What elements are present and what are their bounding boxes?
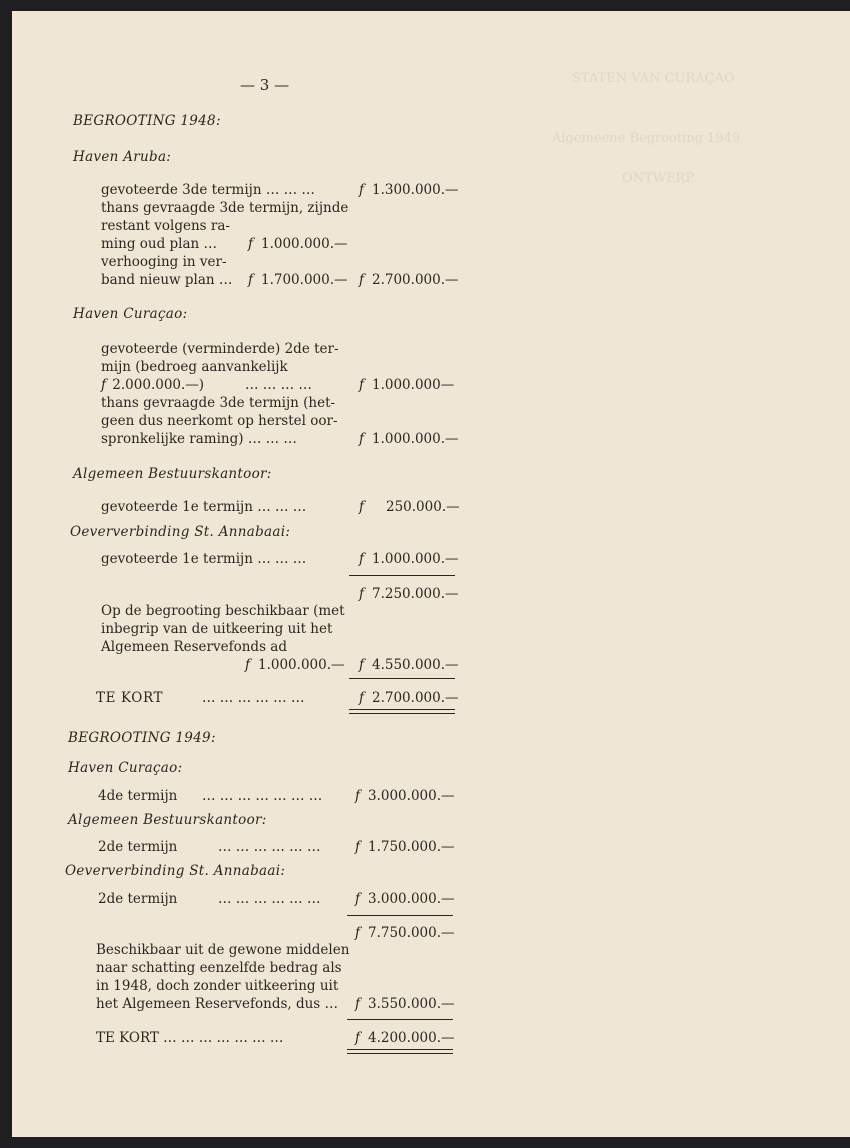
amount-value: 1.000.000.— bbox=[372, 551, 459, 567]
b1949-curacao-amount bbox=[355, 788, 455, 805]
b1949-oever-dots: … … … … … … bbox=[218, 891, 321, 907]
curacao-line-1: gevoteerde (verminderde) 2de ter- bbox=[101, 341, 339, 357]
amount-value: 7.250.000.— bbox=[372, 586, 459, 602]
amount-value: 1.000.000.— bbox=[258, 657, 345, 673]
aruba-amount-1 bbox=[359, 182, 459, 199]
florin-sign: f bbox=[359, 272, 364, 288]
b1949-algemeen-dots: … … … … … … bbox=[218, 839, 321, 855]
curacao-amount-2 bbox=[359, 431, 459, 448]
florin-sign: f bbox=[359, 586, 364, 602]
total-double-rule bbox=[347, 1049, 453, 1054]
amount-value: 2.700.000.— bbox=[372, 272, 459, 288]
aruba-line-3: restant volgens ra- bbox=[101, 218, 230, 234]
amount-value: 1.300.000.— bbox=[372, 182, 459, 198]
b1949-reserve-line-2: naar schatting eenzelfde bedrag als bbox=[96, 960, 342, 976]
tekort-1948-dots: … … … … … … bbox=[202, 690, 305, 706]
reserve-line-3: Algemeen Reservefonds ad bbox=[101, 639, 287, 655]
amount-value: 1.000.000— bbox=[372, 377, 455, 393]
b1949-curacao-line: 4de termijn bbox=[98, 788, 178, 804]
sum-rule bbox=[347, 1019, 453, 1020]
b1949-algemeen-line: 2de termijn bbox=[98, 839, 178, 855]
reserve-inner-amount bbox=[245, 657, 345, 674]
b1949-reserve-line-1: Beschikbaar uit de gewone middelen bbox=[96, 942, 350, 958]
florin-sign: f bbox=[355, 839, 360, 855]
sum-rule bbox=[349, 678, 455, 679]
oever-line-1: gevoteerde 1e termijn … … … bbox=[101, 551, 307, 567]
b1949-reserve-amount bbox=[355, 996, 455, 1013]
tekort-1949-label: TE KORT … … … … … … … bbox=[96, 1030, 284, 1046]
amount-value: 4.200.000.— bbox=[368, 1030, 455, 1046]
amount-value: 1.750.000.— bbox=[368, 839, 455, 855]
b1949-reserve-line-4: het Algemeen Reservefonds, dus … bbox=[96, 996, 339, 1012]
aruba-line-2: thans gevraagde 3de termijn, zijnde bbox=[101, 200, 349, 216]
tekort-1948-amount bbox=[359, 690, 459, 707]
sum-rule bbox=[349, 575, 455, 576]
heading-algemeen-1949: Algemeen Bestuurskantoor: bbox=[68, 812, 267, 828]
florin-sign: f bbox=[359, 551, 364, 567]
amount-value: 2.700.000.— bbox=[372, 690, 459, 706]
amount-value: 250.000.— bbox=[386, 499, 460, 515]
curacao-line-3-dots: … … … … bbox=[245, 377, 312, 393]
heading-haven-aruba: Haven Aruba: bbox=[73, 149, 172, 165]
tekort-1949-amount bbox=[355, 1030, 455, 1047]
b1949-oever-amount bbox=[355, 891, 455, 908]
aruba-line-1: gevoteerde 3de termijn … … … bbox=[101, 182, 315, 198]
florin-sign: f bbox=[359, 431, 364, 447]
reserve-line-2: inbegrip van de uitkeering uit het bbox=[101, 621, 333, 637]
heading-oeververbinding: Oeververbinding St. Annabaai: bbox=[70, 524, 291, 540]
heading-haven-curacao-1949: Haven Curaçao: bbox=[68, 760, 183, 776]
curacao-line-4: thans gevraagde 3de termijn (het- bbox=[101, 395, 336, 411]
amount-value: 1.700.000.— bbox=[261, 272, 348, 288]
aruba-line-5: verhooging in ver- bbox=[101, 254, 227, 270]
curacao-line-2: mijn (bedroeg aanvankelijk bbox=[101, 359, 288, 375]
algemeen-amount-1 bbox=[359, 499, 460, 516]
florin-sign: f bbox=[355, 925, 360, 941]
subtotal-1949 bbox=[355, 925, 455, 942]
florin-sign: f bbox=[248, 236, 253, 252]
amount-value: 3.000.000.— bbox=[368, 788, 455, 804]
curacao-line-3 bbox=[101, 377, 204, 394]
florin-sign: f bbox=[101, 377, 107, 393]
florin-sign: f bbox=[248, 272, 253, 288]
page-number: — 3 — bbox=[240, 76, 290, 94]
amount-value: 4.550.000.— bbox=[372, 657, 459, 673]
florin-sign: f bbox=[359, 657, 364, 673]
algemeen-line-1: gevoteerde 1e termijn … … … bbox=[101, 499, 307, 515]
heading-haven-curacao: Haven Curaçao: bbox=[73, 306, 188, 322]
heading-begrooting-1949: BEGROOTING 1949: bbox=[68, 730, 216, 746]
b1949-oever-line: 2de termijn bbox=[98, 891, 178, 907]
florin-sign: f bbox=[355, 891, 360, 907]
aruba-line-4: ming oud plan … bbox=[101, 236, 217, 252]
oever-amount-1 bbox=[359, 551, 459, 568]
aruba-inner-amount-2 bbox=[248, 272, 348, 289]
heading-algemeen-bestuurskantoor: Algemeen Bestuurskantoor: bbox=[73, 466, 272, 482]
florin-sign: f bbox=[355, 1030, 360, 1046]
reserve-line-1: Op de begrooting beschikbaar (met bbox=[101, 603, 345, 619]
amount-value: 1.000.000.— bbox=[372, 431, 459, 447]
amount-value: 3.000.000.— bbox=[368, 891, 455, 907]
florin-sign: f bbox=[245, 657, 250, 673]
document-page: STATEN VAN CURAÇAO Algemeene Begrooting 1949 ONTWERP — 3 — BEGROOTING 1948: Haven Aruba: gevoteerde 3de termijn … … … f 1.300.000.— thans gevraagde 3de termijn, zijnde restant volgens ra- ming oud plan … f 1.000.000.— verhooging in ver- band nieuw plan … f 1.700.000.— f 2.700.000.— Haven Curaçao: gevoteerde (verminderde) 2de ter- mijn (bedroeg aanvankelijk f 2.000.000.—) … … … … f 1.000.000— thans gevraagde 3de termijn (het- geen dus neerkomt op herstel oor- spronkelijke raming) … … … f 1.000.000.— Algemeen Bestuurskantoor: gevoteerde 1e termijn … … … f 250.000.— Oeververbinding St. Annabaai: gevoteerde 1e termijn … … … f 1.000.000.— f 7.250.000.— Op de begrooting beschikbaar (met inbegrip van de uitkeering uit het Algemeen Reservefonds ad f 1.000.000.— f 4.550.000.— TE KORT … … … … … … f 2.700.000.— BEGROOTING 1949: Haven Curaçao: 4de termijn … … … … … … … f 3.000.000.— Algemeen Bestuurskantoor: 2de termijn … … … … … … f 1.750.000.— Oeververbinding St. Annabaai: 2de termijn … … … … … … f 3.000.000.— f 7.750.000.— Beschikbaar uit de gewone middelen naar schatting eenzelfde bedrag als in 1948, doch zonder uitkeering uit het Algemeen Reservefonds, dus … f 3.550.000.— TE KORT … … … … … … … f 4.200.000.— bbox=[12, 11, 850, 1137]
aruba-line-6: band nieuw plan … bbox=[101, 272, 233, 288]
subtotal-1948 bbox=[359, 586, 459, 603]
amount-value: 1.000.000.— bbox=[261, 236, 348, 252]
aruba-amount-2 bbox=[359, 272, 459, 289]
b1949-curacao-dots: … … … … … … … bbox=[202, 788, 323, 804]
sum-rule bbox=[347, 915, 453, 916]
curacao-amount-1 bbox=[359, 377, 454, 394]
florin-sign: f bbox=[355, 996, 360, 1012]
total-double-rule bbox=[349, 709, 455, 714]
reserve-amount bbox=[359, 657, 459, 674]
curacao-line-5: geen dus neerkomt op herstel oor- bbox=[101, 413, 338, 429]
amount-value: 2.000.000.—) bbox=[112, 377, 205, 393]
heading-oeververbinding-1949: Oeververbinding St. Annabaai: bbox=[65, 863, 286, 879]
florin-sign: f bbox=[359, 377, 364, 393]
tekort-1948-label: TE KORT bbox=[96, 690, 164, 706]
heading-begrooting-1948: BEGROOTING 1948: bbox=[73, 113, 221, 129]
curacao-line-6: spronkelijke raming) … … … bbox=[101, 431, 297, 447]
florin-sign: f bbox=[359, 182, 364, 198]
b1949-algemeen-amount bbox=[355, 839, 455, 856]
florin-sign: f bbox=[355, 788, 360, 804]
b1949-reserve-line-3: in 1948, doch zonder uitkeering uit bbox=[96, 978, 339, 994]
florin-sign: f bbox=[359, 690, 364, 706]
amount-value: 3.550.000.— bbox=[368, 996, 455, 1012]
florin-sign: f bbox=[359, 499, 364, 515]
amount-value: 7.750.000.— bbox=[368, 925, 455, 941]
aruba-inner-amount-1 bbox=[248, 236, 348, 253]
